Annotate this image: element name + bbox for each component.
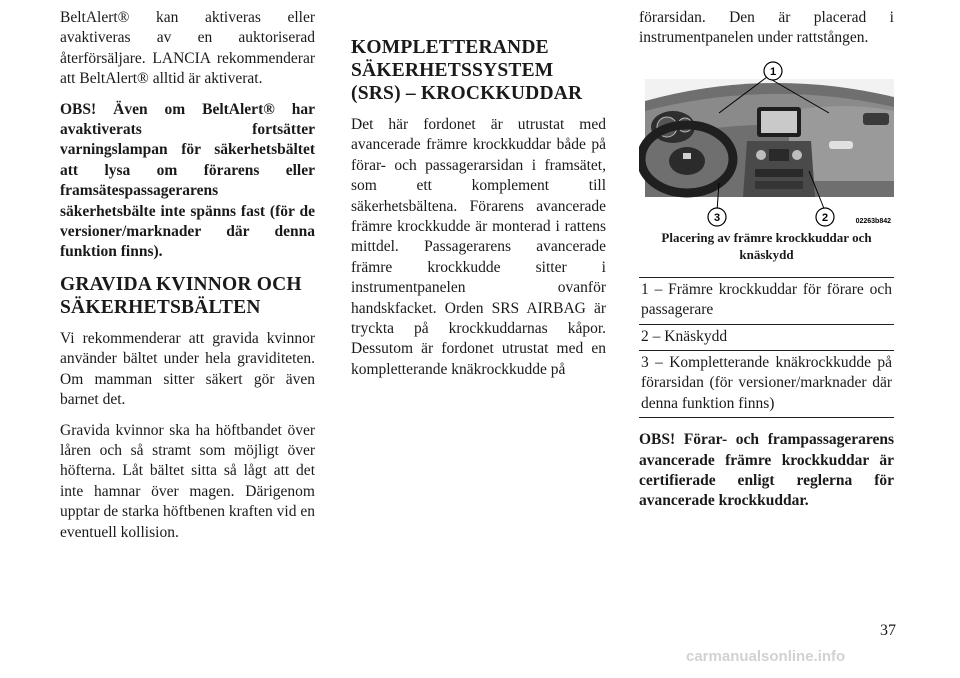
legend-item-3: 3 – Kompletterande knäkrockkudde på förarsidan (för versioner/marknader där denna funktion finns) xyxy=(639,351,894,418)
knee-airbag-paragraph: förarsidan. Den är placerad i instrumentpanelen under rattstången. xyxy=(639,9,894,47)
legend-row xyxy=(639,277,894,324)
figure-caption: Placering av främre krockkuddar och knäskydd xyxy=(661,229,872,262)
srs-paragraph: Det här fordonet är utrustat med avancerade främre krockkuddar både på förar- och passagerarsidan i framsätet, som ett komplement till säkerhetsbältena. Förarens avancerade främre krockkudde är monterad i rattens mittdel. Passagerarens avancerade främre krockkudde sitter i instrumentpanelen ovanför handskfacket. Orden SRS AIRBAG är tryckta på krockkuddarnas kåpor. Dessutom är fordonet utrustat med en kompletterande knäkrockkudde på xyxy=(351,116,606,378)
figure-code: 02263b842 xyxy=(855,217,891,225)
dashboard-figure xyxy=(639,61,894,229)
column-1 xyxy=(60,8,315,553)
pregnant-paragraph-2: Gravida kvinnor ska ha höftbandet över låren och så stramt som möjligt över höfterna. Låt bältet sitta så lågt att det inte hamnar över magen. Därigenom upptar de starka höftbenen kraften vid en eventuell kollision. xyxy=(60,421,315,541)
pregnant-paragraph-1: Vi rekommenderar att gravida kvinnor använder bältet under hela graviditeten. Om mamman sitter säkert gör även barnet det. xyxy=(60,329,315,409)
legend-item-2: 2 – Knäskydd xyxy=(639,324,894,350)
legend-row xyxy=(639,351,894,418)
callout-3: 3 xyxy=(713,211,721,224)
callout-2: 2 xyxy=(821,211,829,224)
page-number: 37 xyxy=(880,622,896,639)
belt-alert-paragraph: BeltAlert® kan aktiveras eller avaktiveras av en auktoriserad återförsäljare. LANCIA rekommenderar att BeltAlert® alltid är aktiverat. xyxy=(60,9,315,88)
callout-1: 1 xyxy=(769,65,777,78)
legend-table xyxy=(639,277,894,418)
watermark-text: carmanualsonline.info xyxy=(686,648,846,665)
pregnant-women-heading: GRAVIDA KVINNOR OCH SÄKERHETSBÄLTEN xyxy=(60,273,302,318)
column-2 xyxy=(351,8,606,390)
legend-item-1: 1 – Främre krockkuddar för förare och passagerare xyxy=(639,277,894,324)
belt-alert-note: OBS! Även om BeltAlert® har avaktiverats fortsätter varningslampan för säkerhetsbältet att lysa om förarens eller framsätespassagerarens säkerhetsbälte inte spänns fast (för de versioner/marknader där denna funktion finns). xyxy=(60,100,315,261)
airbag-certification-note: OBS! Förar- och frampassagerarens avancerade främre krockkuddar är certifierade enligt reglerna för avancerade krockkuddar. xyxy=(639,431,894,510)
dashboard-illustration xyxy=(639,61,894,229)
legend-row xyxy=(639,324,894,350)
srs-heading: KOMPLETTERANDE SÄKERHETSSYSTEM (SRS) – KROCKKUDDAR xyxy=(351,37,583,104)
column-3 xyxy=(639,8,894,522)
